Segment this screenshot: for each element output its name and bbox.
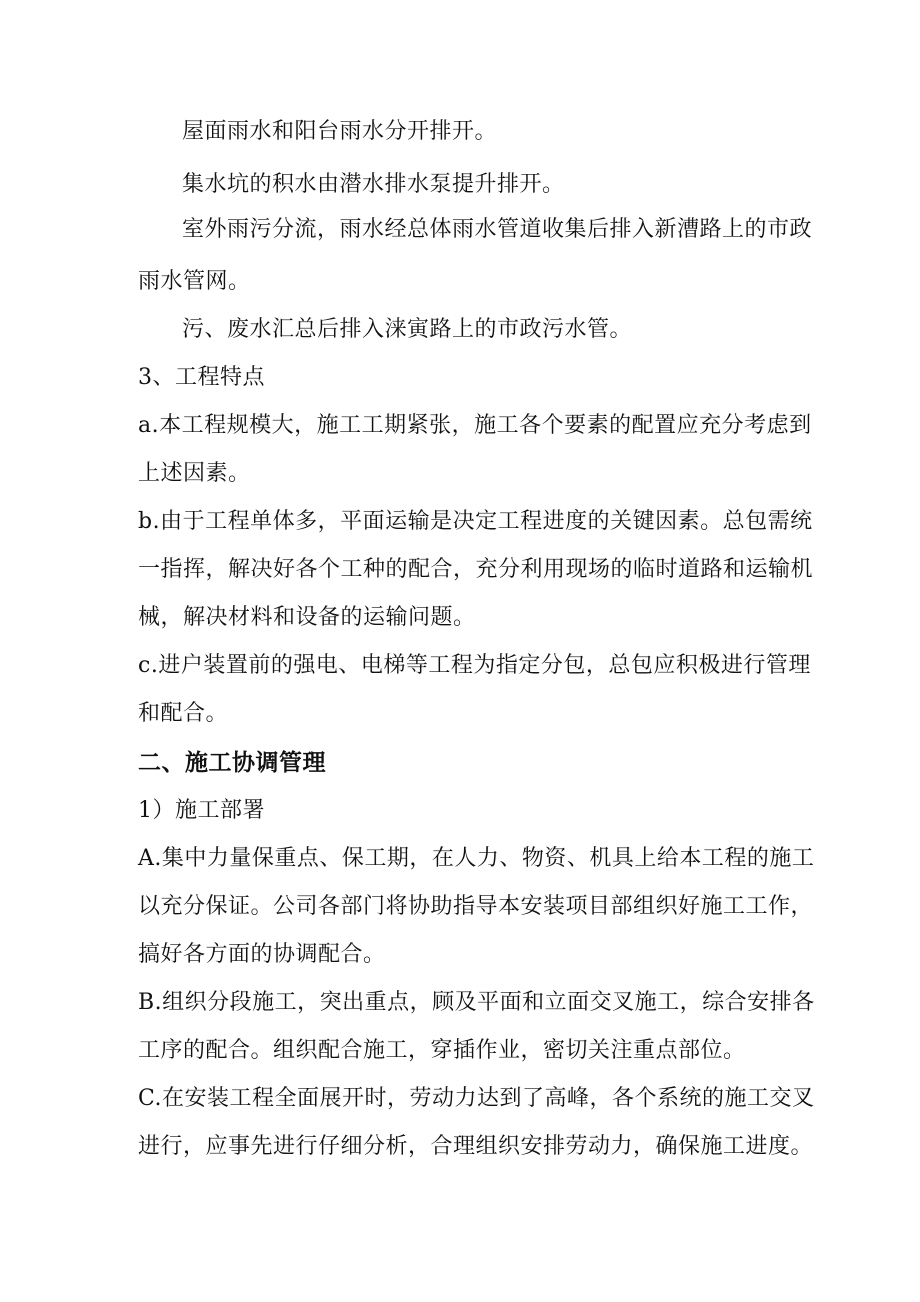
paragraph-line: 屋面雨水和阳台雨水分开排开。 xyxy=(182,119,498,144)
paragraph-line: C.在安装工程全面展开时，劳动力达到了高峰，各个系统的施工交叉 xyxy=(138,1086,815,1111)
paragraph-line: 一指挥，解决好各个工种的配合，充分利用现场的临时道路和运输机 xyxy=(138,557,814,582)
paragraph-line: a.本工程规模大，施工工期紧张，施工各个要素的配置应充分考虑到 xyxy=(138,413,812,438)
paragraph-line: 和配合。 xyxy=(138,701,229,726)
section-heading: 二、施工协调管理 xyxy=(138,749,326,776)
paragraph-line: 污、废水汇总后排入涞寅路上的市政污水管。 xyxy=(182,317,633,342)
section-subheading: 1）施工部署 xyxy=(138,798,265,823)
paragraph-line: 集水坑的积水由潜水排水泵提升排开。 xyxy=(182,172,565,197)
paragraph-line: 工序的配合。组织配合施工，穿插作业，密切关注重点部位。 xyxy=(138,1038,746,1063)
paragraph-line: 械，解决材料和设备的运输问题。 xyxy=(138,605,476,630)
paragraph-line: A.集中力量保重点、保工期，在人力、物资、机具上给本工程的施工 xyxy=(138,846,815,871)
paragraph-line: 上述因素。 xyxy=(138,461,251,486)
paragraph-line: 室外雨污分流，雨水经总体雨水管道收集后排入新漕路上的市政 xyxy=(182,217,813,242)
paragraph-line: c.进户装置前的强电、电梯等工程为指定分包，总包应积极进行管理 xyxy=(138,653,811,678)
paragraph-line: B.组织分段施工，突出重点，顾及平面和立面交叉施工，综合安排各 xyxy=(138,990,815,1015)
paragraph-line: 搞好各方面的协调配合。 xyxy=(138,942,386,967)
paragraph-line: 雨水管网。 xyxy=(138,269,251,294)
paragraph-line: b.由于工程单体多，平面运输是决定工程进度的关键因素。总包需统 xyxy=(138,509,813,534)
paragraph-line: 进行，应事先进行仔细分析，合理组织安排劳动力，确保施工进度。 xyxy=(138,1134,814,1159)
section-subheading: 3、工程特点 xyxy=(138,365,265,390)
paragraph-line: 以充分保证。公司各部门将协助指导本安装项目部组织好施工工作， xyxy=(138,894,814,919)
